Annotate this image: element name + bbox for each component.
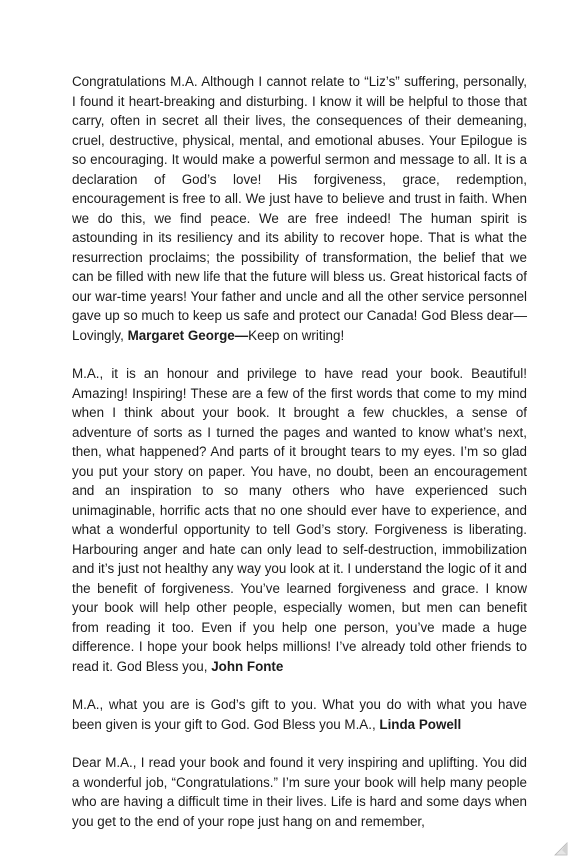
testimonial-linda-powell bbox=[72, 695, 527, 734]
page-curl-icon bbox=[553, 841, 569, 857]
testimonial-closing: Keep on writing! bbox=[248, 327, 345, 343]
testimonial-text: M.A., what you are is God’s gift to you. What you do with what you have been given is your gift to God. God Bless you M.A., bbox=[72, 697, 527, 732]
testimonial-text: Congratulations M.A. Although I cannot relate to “Liz’s” suffering, personally, I found it heart-breaking and disturbing. I know it will be helpful to those that carry, often in secret all their lives, the consequences of their demeaning, cruel, destructive, physical, mental, and emotional abuses. Your Epilogue is so encouraging. It would make a powerful sermon and message to all. It is a declaration of God’s love! His forgiveness, grace, redemption, encouragement is free to all. We just have to believe and trust in faith. When we do this, we find peace. We are free indeed! The human spirit is astounding in its resiliency and its ability to recover hope. That is what the resurrection proclaims; the possibility of transformation, the belief that we can be filled with new life that the future will bless us. Great historical facts of our war-time years! Your father and uncle and all the other service personnel gave up so much to keep us safe and protect our Canada! God Bless dear—Lovingly, bbox=[72, 74, 527, 343]
testimonial-author: John Fonte bbox=[211, 658, 284, 674]
testimonial-john-fonte bbox=[72, 364, 527, 676]
testimonial-text: M.A., it is an honour and privilege to have read your book. Beautiful! Amazing! Inspiring! These are a few of the first words that come to my mind when I think about your book. It brought a few chuckles, a sense of adventure of sorts as I turned the pages and wanted to know what’s next, then, what happened? And parts of it brought tears to my eyes. I’m so glad you put your story on paper. You have, no doubt, been an encouragement and an inspiration to so many others who have experienced such unimaginable, horrific acts that no one should ever have to experience, and what a wonderful opportunity to tell God’s story. Forgiveness is liberating. Harbouring anger and hate can only lead to self-destruction, immobilization and it’s just not healthy any way you look at it. I understand the logic of it and the benefit of forgiveness. You’ve learned forgiveness and grace. I know your book will help other people, especially women, but men can benefit from reading it too. Even if you help one person, you’ve made a huge difference. I hope your book helps millions! I’ve already told other friends to read it. God Bless you, bbox=[72, 366, 527, 674]
document-page bbox=[72, 72, 527, 831]
testimonial-dear-ma bbox=[72, 753, 527, 831]
testimonial-author: Linda Powell bbox=[379, 716, 462, 732]
testimonial-text: Dear M.A., I read your book and found it very inspiring and uplifting. You did a wonderful job, “Congratulations.” I’m sure your book will help many people who are having a difficult time in their lives. Life is hard and some days when you get to the end of your rope just hang on and remember, bbox=[72, 755, 527, 829]
testimonial-author: Margaret George— bbox=[127, 327, 249, 343]
testimonial-margaret-george bbox=[72, 72, 527, 345]
